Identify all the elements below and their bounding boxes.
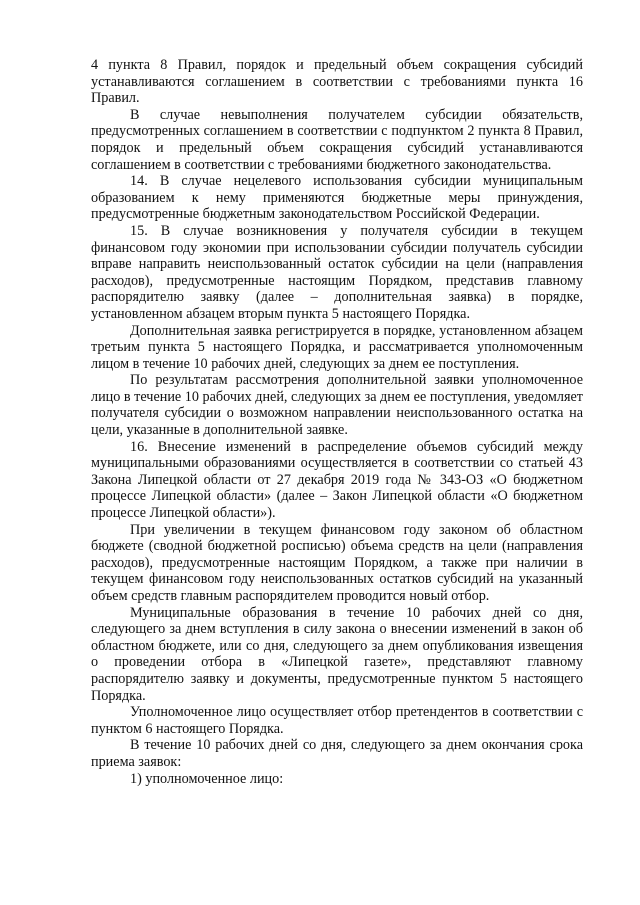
- document-page: [91, 57, 583, 787]
- paragraph-15: 15. В случае возникновения у получателя субсидии в текущем финансовом году экономии при использовании субсидии получатель субсидии вправе направить неиспользованный остаток субсидии на цели (направления расходов), предусмотренные настоящим Порядком, представив главному распорядителю заявку (далее – дополнительная заявка) в порядке, установленном абзацем вторым пункта 5 настоящего Порядка.: [91, 222, 583, 322]
- paragraph-nonfulfillment: В случае невыполнения получателем субсидии обязательств, предусмотренных соглашением в соответствии с подпунктом 2 пункта 8 Правил, порядок и предельный объем сокращения субсидий устанавливаются соглашением в соответствии с требованиями бюджетного законодательства.: [91, 106, 583, 173]
- paragraph-continuation: 4 пункта 8 Правил, порядок и предельный объем сокращения субсидий устанавливаются соглашением в соответствии с требованиями пункта 16 Правил.: [91, 57, 583, 107]
- paragraph-16: 16. Внесение изменений в распределение объемов субсидий между муниципальными образованиями осуществляется в соответствии со статьей 43 Закона Липецкой области от 27 декабря 2019 года № 343-ОЗ «О бюджетном процессе Липецкой области» (далее – Закон Липецкой области «О бюджетном процессе Липецкой области»).: [91, 438, 583, 522]
- paragraph-deadline: В течение 10 рабочих дней со дня, следующего за днем окончания срока приема заявок:: [91, 737, 583, 770]
- paragraph-14: 14. В случае нецелевого использования субсидии муниципальным образованием к нему применяются бюджетные меры принуждения, предусмотренные бюджетным законодательством Российской Федерации.: [91, 173, 583, 223]
- paragraph-item-1: 1) уполномоченное лицо:: [130, 770, 284, 787]
- paragraph-budget-increase: При увеличении в текущем финансовом году законом об областном бюджете (сводной бюджетной росписью) объема средств на цели (направления расходов), предусмотренные настоящим Порядком, а также при наличии в текущем финансовом году неиспользованных остатков субсидий на указанный объем средств главным распорядителем проводится новый отбор.: [91, 521, 583, 604]
- paragraph-review-results: По результатам рассмотрения дополнительной заявки уполномоченное лицо в течение 10 рабочих дней, следующих за днем ее поступления, уведомляет получателя субсидии о возможном направлении неиспользованного остатка на цели, указанные в дополнительной заявке.: [91, 372, 583, 439]
- paragraph-municipalities-submit: Муниципальные образования в течение 10 рабочих дней со дня, следующего за днем вступления в силу закона о внесении изменений в закон об областном бюджете, или со дня, следующего за днем опубликования извещения о проведении отбора в «Липецкой газете», представляют главному распорядителю заявку и документы, предусмотренные пунктом 5 настоящего Порядка.: [91, 604, 583, 704]
- paragraph-additional-request: Дополнительная заявка регистрируется в порядке, установленном абзацем третьим пункта 5 настоящего Порядка, и рассматривается уполномоченным лицом в течение 10 рабочих дней, следующих за днем ее поступления.: [91, 322, 583, 372]
- paragraph-selection: Уполномоченное лицо осуществляет отбор претендентов в соответствии с пунктом 6 настоящего Порядка.: [91, 704, 583, 737]
